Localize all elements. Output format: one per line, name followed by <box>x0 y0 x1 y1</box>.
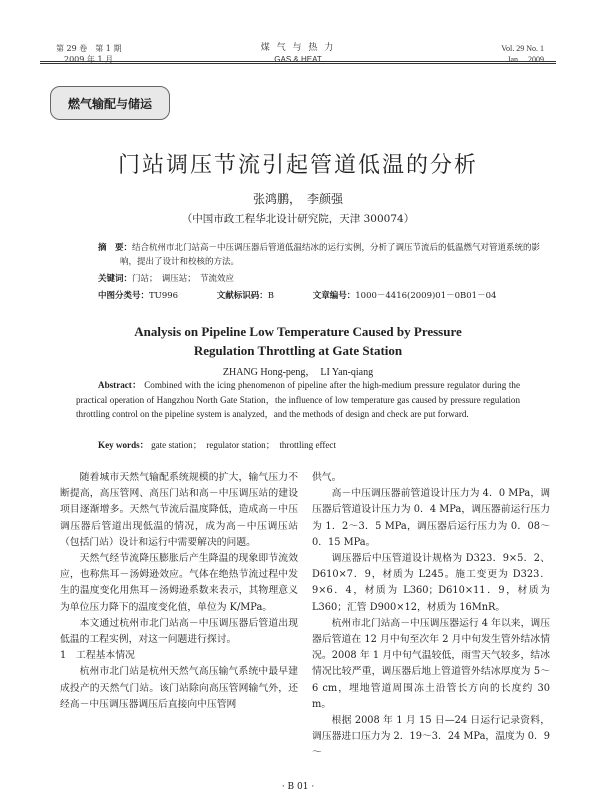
abstract-cn <box>98 241 548 269</box>
keywords-cn-label: 关键词： <box>98 274 133 284</box>
page-number: · B 01 · <box>281 782 315 792</box>
abstract-cn-label: 摘 要： <box>98 243 133 253</box>
clc-label: 中图分类号： <box>98 291 150 301</box>
body-left-column <box>60 470 298 713</box>
abstract-cn-text: 结合杭州市北门站高－中压调压器后管道低温结冰的运行实例，分析了调压节流后的低温燃气对管道系统的影响，提出了设计和校核的方法。 <box>120 243 541 267</box>
header-rule <box>40 61 556 62</box>
affiliation-cn: （中国市政工程华北设计研究院，天津 300074） <box>181 213 415 225</box>
abstract-en <box>76 378 520 422</box>
body-paragraph: 随着城市天然气输配系统规模的扩大，输气压力不断提高，高压管网、高压门站和高－中压调压站的建设项目逐渐增多。天然气节流后温度降低，造成高－中压调压器后管道出现低温的情况，成为高－中压调压站（包括门站）设计和运行中需要解决的问题。 <box>60 472 298 548</box>
clc-value: TU996 <box>149 291 179 301</box>
keywords-cn <box>98 272 234 284</box>
doc-code-value: B <box>267 291 275 301</box>
classification-line <box>98 289 532 301</box>
volume-issue: 第 29 卷 第 1 期 <box>56 44 122 53</box>
body-paragraph: 天然气经节流降压膨胀后产生降温的现象即节流效应，也称焦耳－汤姆逊效应。气体在绝热节流过程中发生的温度变化用焦耳－汤姆逊系数来表示，其物理意义为单位压力降下的温度变化值，单位为 K/MPa。 <box>60 553 298 613</box>
article-no-value: 1000－4416(2009)01－0B01－04 <box>355 291 497 301</box>
title-en-line1: Analysis on Pipeline Low Temperature Caused by Pressure <box>134 324 462 339</box>
volume-issue-en: Vol. 29 No. 1 <box>501 44 544 53</box>
body-paragraph: 杭州市北门站是杭州天然气高压输气系统中最早建成投产的天然气门站。该门站除向高压管网输气外，还经高－中压调压器调压后直接向中压管网 <box>60 666 298 710</box>
body-paragraph: 调压器后中压管道设计规格为 D323．9×5．2、D610×7．9，材质为 L245。施工变更为 D323．9×6．4，材质为 L360；D610×11．9，材质为 L360；汇管 D900×12，材质为 16MnR。 <box>312 553 550 613</box>
keywords-cn-text: 门站； 调压站； 节流效应 <box>132 274 235 284</box>
keywords-en <box>98 438 336 451</box>
title-en <box>0 322 596 360</box>
section-badge: 燃气输配与储运 <box>50 86 170 120</box>
authors-en: ZHANG Hong-peng， LI Yan-qiang <box>222 367 374 378</box>
body-paragraph: 高－中压调压器前管道设计压力为 4．0 MPa，调压器后管道设计压力为 0．4 MPa，调压器前运行压力为 1．2～3．5 MPa，调压器后运行压力为 0．08～0．15 MPa。 <box>312 488 550 548</box>
body-right-column <box>312 470 550 762</box>
issue-date-en: Jan. 2009 <box>507 55 544 64</box>
article-no-label: 文章编号： <box>312 291 356 301</box>
keywords-en-text: gate station； regulator station； throttling effect <box>151 440 336 450</box>
body-paragraph: 杭州市北门站高－中压调压器运行 4 年以来，调压器后管道在 12 月中旬至次年 2 月中旬发生管外结冰情况。2008 年 1 月中旬气温较低，雨雪天气较多，结冰情况比较严重，调压器后地上管道管外结冰厚度为 5～6 cm，埋地管道周围冻土沿管长方向的长度约 30 m。 <box>312 617 550 710</box>
abstract-en-label: Abstract： <box>98 380 142 390</box>
title-en-line2: Regulation Throttling at Gate Station <box>193 343 403 358</box>
body-paragraph: 本文通过杭州市北门站高－中压调压器后管道出现低温的工程实例，对这一问题进行探讨。 <box>60 617 298 646</box>
header-rule-thin <box>40 63 556 64</box>
issue-date: 2009 年 1 月 <box>64 55 114 64</box>
journal-name-en: GAS & HEAT <box>274 55 322 64</box>
abstract-en-text: Combined with the icing phenomenon of pipeline after the high-medium pressure regulator during the practical operation of Hangzhou North Gate Station，the influence of low temperature gas caused by pressure regulation throttling control on the pipeline system is analyzed，and the methods of design and check are put forward. <box>76 380 520 419</box>
journal-name-cn: 煤 气 与 热 力 <box>260 43 336 53</box>
authors-cn: 张鸿鹏， 李颜强 <box>252 192 343 206</box>
page-title: 门站调压节流引起管道低温的分析 <box>117 153 478 178</box>
keywords-en-label: Key words： <box>98 440 149 450</box>
section-heading: 1 工程基本情况 <box>60 650 135 662</box>
body-paragraph: 供气。 <box>312 472 342 483</box>
doc-code-label: 文献标识码： <box>216 291 268 301</box>
body-paragraph: 根据 2008 年 1 月 15 日—24 日运行记录资料，调压器进口压力为 2．19～3．24 MPa，温度为 0．9～ <box>312 715 550 759</box>
